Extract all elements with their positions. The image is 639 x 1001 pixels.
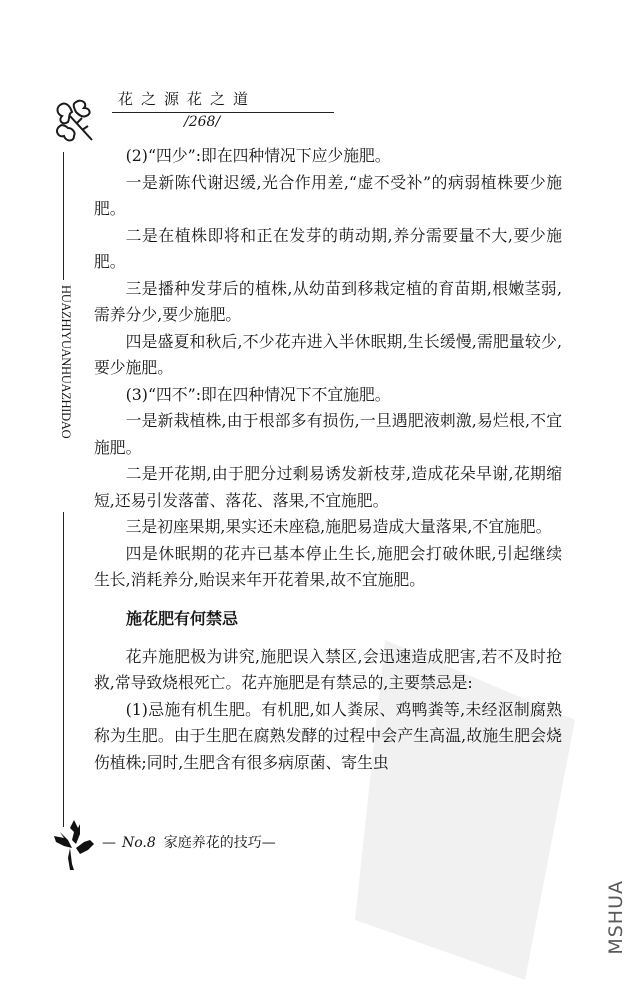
paragraph: (2)“四少”:即在四种情况下应少施肥。	[125, 146, 391, 165]
side-running-text: HUAZHIYUANHUAZHIDAO	[59, 285, 73, 439]
header-rule	[112, 112, 334, 113]
paragraph: 花卉施肥极为讲究,施肥误入禁区,会迅速造成肥害,若不及时抢救,常导致烧根死亡。花卉施肥是有禁忌的,主要禁忌是:	[94, 646, 562, 692]
page-number: /268/	[184, 114, 221, 130]
footer-dash: —	[102, 835, 116, 851]
paragraph: 二是开花期,由于肥分过剩易诱发新枝芽,造成花朵早谢,花期缩短,还易引发落蕾、落花、落果,不宜施肥。	[94, 464, 562, 510]
paragraph: (3)“四不”:即在四种情况下不宜施肥。	[125, 384, 391, 404]
running-header-title: 花之源花之道	[118, 90, 257, 108]
flower-ornament-icon	[52, 96, 104, 148]
left-margin-rule-bottom	[63, 512, 64, 827]
paragraph: (1)忌施有机生肥。有机肥,如人粪尿、鸡鸭粪等,未经沤制腐熟称为生肥。由于生肥在腐熟发酵的过程中会产生高温,故施生肥会烧伤植株;同时,生肥含有很多病原菌、寄生虫	[94, 699, 562, 772]
paragraph: 一是新陈代谢迟缓,光合作用差,“虚不受补”的病弱植株要少施肥。	[94, 172, 562, 218]
chapter-title: 家庭养花的技巧—	[163, 835, 276, 851]
pine-branch-ornament-icon	[50, 818, 98, 872]
paragraph: 四是盛夏和秋后,不少花卉进入半休眠期,生长缓慢,需肥量较少,要少施肥。	[94, 331, 562, 377]
paragraph: 四是休眠期的花卉已基本停止生长,施肥会打破休眠,引起继续生长,消耗养分,贻误来年开花着果,故不宜施肥。	[94, 543, 562, 589]
paragraph: 三是播种发芽后的植株,从幼苗到移栽定植的育苗期,根嫩茎弱,需养分少,要少施肥。	[94, 278, 562, 324]
chapter-number: No.8	[122, 835, 156, 851]
watermark-text: MSHUA	[605, 880, 627, 955]
paragraph: 二是在植株即将和正在发芽的萌动期,养分需要量不大,要少施肥。	[94, 225, 562, 271]
watermark-logo-icon	[345, 620, 595, 1000]
running-footer	[102, 832, 276, 852]
section-heading: 施花肥有何禁忌	[126, 608, 239, 628]
paragraph: 一是新栽植株,由于根部多有损伤,一旦遇肥液刺激,易烂根,不宜施肥。	[94, 411, 562, 457]
left-margin-rule-top	[63, 152, 64, 280]
paragraph: 三是初座果期,果实还未座稳,施肥易造成大量落果,不宜施肥。	[125, 517, 552, 536]
